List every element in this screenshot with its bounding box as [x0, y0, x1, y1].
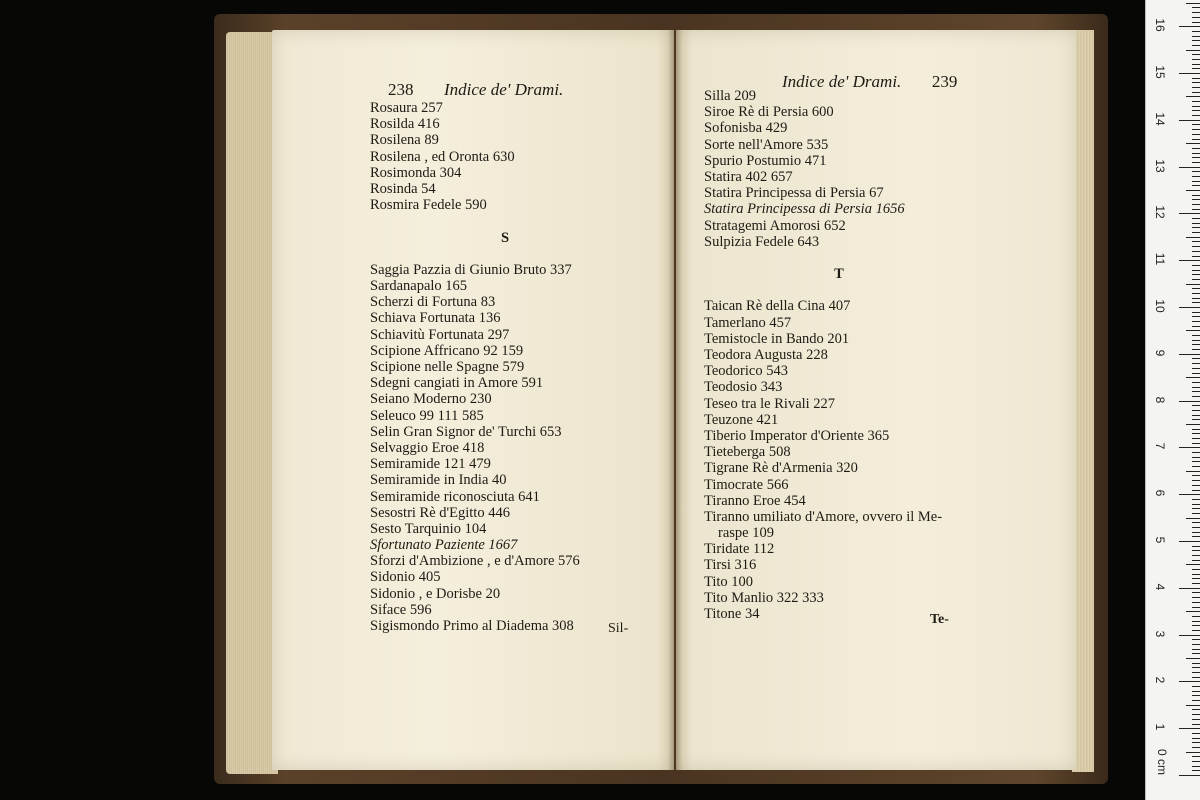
ruler-tick — [1192, 129, 1200, 130]
ruler-tick — [1179, 775, 1200, 776]
index-entry: Teodosio 343 — [704, 379, 783, 396]
ruler-tick — [1186, 658, 1200, 659]
ruler-tick — [1192, 405, 1200, 406]
ruler-tick — [1192, 181, 1200, 182]
index-entry: Teuzone 421 — [704, 411, 779, 428]
index-entry: Seleuco 99 111 585 — [370, 407, 484, 424]
index-entry: Sulpizia Fedele 643 — [704, 233, 820, 250]
ruler-tick — [1192, 653, 1200, 654]
ruler-tick — [1192, 171, 1200, 172]
index-entry: Rosimonda 304 — [370, 164, 462, 181]
ruler-tick — [1192, 204, 1200, 205]
index-entry: Tamerlano 457 — [704, 314, 792, 331]
ruler-tick — [1186, 96, 1200, 97]
ruler-tick — [1179, 167, 1200, 168]
ruler-tick — [1192, 761, 1200, 762]
ruler-tick — [1192, 232, 1200, 233]
ruler-tick — [1192, 747, 1200, 748]
left-index-list — [370, 100, 640, 634]
ruler-tick — [1192, 288, 1200, 289]
ruler-tick — [1192, 227, 1200, 228]
index-entry: Titone 34 — [704, 606, 760, 622]
ruler-tick — [1192, 569, 1200, 570]
index-entry: Scherzi di Fortuna 83 — [370, 294, 496, 311]
ruler-tick — [1192, 148, 1200, 149]
ruler-tick — [1179, 728, 1200, 729]
index-entry: Temistocle in Bando 201 — [704, 330, 850, 347]
index-entry: Scipione Affricano 92 159 — [370, 342, 524, 359]
ruler-tick — [1192, 770, 1200, 771]
ruler-tick — [1192, 195, 1200, 196]
ruler-tick — [1186, 377, 1200, 378]
index-entry: raspe 109 — [718, 525, 774, 542]
index-entry: Rosilena 89 — [370, 132, 439, 149]
ruler-tick — [1192, 340, 1200, 341]
index-entry: Stratagemi Amorosi 652 — [704, 217, 846, 234]
index-entry: Statira 402 657 — [704, 168, 793, 185]
ruler-tick — [1179, 120, 1200, 121]
ruler-tick — [1192, 546, 1200, 547]
blank-line — [370, 246, 640, 262]
ruler-tick — [1192, 110, 1200, 111]
ruler-tick — [1192, 691, 1200, 692]
section-letter: S — [500, 229, 510, 246]
ruler-label: 16 — [1153, 18, 1167, 32]
index-entry: Teodora Augusta 228 — [704, 347, 828, 363]
ruler-tick — [1192, 391, 1200, 392]
ruler-tick — [1192, 274, 1200, 275]
ruler-label: 2 — [1153, 677, 1167, 684]
ruler-tick — [1192, 387, 1200, 388]
blank-line — [704, 282, 974, 298]
index-entry: Semiramide 121 479 — [370, 456, 491, 473]
ruler-tick — [1192, 326, 1200, 327]
ruler-tick — [1192, 87, 1200, 88]
ruler-tick — [1192, 59, 1200, 60]
ruler-label: 4 — [1153, 583, 1167, 591]
ruler-tick — [1192, 349, 1200, 350]
index-entry: Sigismondo Primo al Diadema 308 — [370, 618, 574, 634]
ruler-tick — [1192, 382, 1200, 383]
index-entry: Sfortunato Paziente 1667 — [370, 537, 518, 554]
ruler-tick — [1192, 68, 1200, 69]
index-entry: Teseo tra le Rivali 227 — [704, 395, 836, 412]
ruler-tick — [1179, 447, 1200, 448]
ruler-tick — [1192, 733, 1200, 734]
index-entry: Sdegni cangiati in Amore 591 — [370, 375, 544, 392]
ruler-tick — [1192, 64, 1200, 65]
ruler-tick — [1192, 373, 1200, 374]
ruler-tick — [1192, 115, 1200, 116]
index-entry: Tiranno Eroe 454 — [704, 492, 806, 509]
ruler-tick — [1179, 588, 1200, 589]
ruler-tick — [1192, 574, 1200, 575]
ruler-tick — [1192, 475, 1200, 476]
ruler-label: 6 — [1153, 489, 1167, 497]
ruler-tick — [1192, 12, 1200, 13]
ruler-tick — [1192, 644, 1200, 645]
ruler-tick — [1192, 616, 1200, 617]
ruler-tick — [1192, 251, 1200, 252]
index-entry: Timocrate 566 — [704, 476, 789, 493]
ruler-tick — [1192, 92, 1200, 93]
index-entry: Saggia Pazzia di Giunio Bruto 337 — [370, 261, 572, 278]
ruler-tick — [1192, 667, 1200, 668]
index-entry: Selvaggio Eroe 418 — [370, 439, 485, 456]
ruler-tick — [1186, 705, 1200, 706]
ruler-tick — [1192, 139, 1200, 140]
ruler-tick — [1186, 752, 1200, 753]
ruler-tick — [1186, 424, 1200, 425]
ruler-tick — [1192, 433, 1200, 434]
ruler-tick — [1192, 630, 1200, 631]
ruler-tick — [1192, 7, 1200, 8]
ruler-label: 11 — [1153, 252, 1167, 266]
ruler-tick — [1192, 714, 1200, 715]
right-index-list — [704, 88, 974, 622]
ruler-tick — [1192, 490, 1200, 491]
ruler-tick — [1192, 461, 1200, 462]
ruler-tick — [1192, 124, 1200, 125]
index-entry: Sidonio 405 — [370, 569, 441, 586]
ruler-tick — [1179, 494, 1200, 495]
ruler-tick — [1179, 260, 1200, 261]
ruler-tick — [1192, 134, 1200, 135]
ruler-tick — [1192, 45, 1200, 46]
ruler-tick — [1192, 368, 1200, 369]
ruler-label: 8 — [1153, 396, 1167, 403]
section-letter: T — [834, 266, 844, 283]
ruler-tick — [1192, 302, 1200, 303]
ruler-tick — [1192, 480, 1200, 481]
ruler-tick — [1186, 50, 1200, 51]
ruler-tick — [1192, 293, 1200, 294]
ruler-tick — [1192, 485, 1200, 486]
index-entry: Sofonisba 429 — [704, 120, 788, 137]
index-entry: Rosmira Fedele 590 — [370, 197, 487, 214]
index-entry: Sardanapalo 165 — [370, 278, 468, 295]
ruler-tick — [1192, 466, 1200, 467]
index-entry: Tito Manlio 322 333 — [704, 589, 824, 606]
ruler-tick — [1192, 363, 1200, 364]
ruler-tick — [1192, 157, 1200, 158]
right-catchword: Te- — [930, 612, 949, 627]
index-entry: Teodorico 543 — [704, 363, 788, 380]
index-entry: Rosaura 257 — [370, 100, 443, 116]
ruler-label: 10 — [1153, 299, 1167, 313]
ruler-tick — [1192, 153, 1200, 154]
index-entry: Seiano Moderno 230 — [370, 391, 492, 408]
ruler-tick — [1192, 513, 1200, 514]
ruler-tick — [1192, 527, 1200, 528]
ruler-tick — [1192, 241, 1200, 242]
ruler-tick — [1192, 246, 1200, 247]
index-entry: Statira Principessa di Persia 67 — [704, 185, 884, 202]
ruler-tick — [1192, 358, 1200, 359]
blank-line — [704, 250, 974, 266]
ruler-tick — [1192, 223, 1200, 224]
ruler-tick — [1192, 457, 1200, 458]
ruler-tick — [1186, 330, 1200, 331]
index-entry: Semiramide riconosciuta 641 — [370, 488, 540, 505]
index-entry: Statira Principessa di Persia 1656 — [704, 201, 905, 218]
ruler-label: 0 cm — [1155, 748, 1169, 775]
ruler-label: 3 — [1153, 630, 1167, 637]
index-entry: Rosilena , ed Oronta 630 — [370, 148, 515, 165]
ruler-tick — [1186, 471, 1200, 472]
ruler-tick — [1192, 54, 1200, 55]
index-entry: Silla 209 — [704, 88, 756, 104]
index-entry: Rosinda 54 — [370, 180, 436, 197]
measurement-ruler — [1145, 0, 1200, 800]
ruler-tick — [1192, 443, 1200, 444]
ruler-tick — [1192, 298, 1200, 299]
ruler-tick — [1192, 419, 1200, 420]
ruler-label: 14 — [1153, 112, 1167, 126]
ruler-tick — [1192, 700, 1200, 701]
ruler-tick — [1192, 663, 1200, 664]
ruler-tick — [1192, 578, 1200, 579]
ruler-tick — [1186, 564, 1200, 565]
ruler-tick — [1192, 766, 1200, 767]
ruler-tick — [1192, 672, 1200, 673]
ruler-tick — [1192, 410, 1200, 411]
ruler-tick — [1192, 78, 1200, 79]
ruler-label: 1 — [1153, 723, 1167, 731]
ruler-tick — [1192, 532, 1200, 533]
ruler-tick — [1186, 611, 1200, 612]
index-entry: Sesto Tarquinio 104 — [370, 520, 487, 537]
ruler-tick — [1192, 22, 1200, 23]
ruler-tick — [1192, 508, 1200, 509]
ruler-tick — [1192, 602, 1200, 603]
ruler-tick — [1179, 26, 1200, 27]
ruler-label: 9 — [1153, 349, 1167, 357]
ruler-tick — [1192, 621, 1200, 622]
ruler-tick — [1192, 536, 1200, 537]
ruler-tick — [1192, 550, 1200, 551]
ruler-tick — [1192, 695, 1200, 696]
index-entry: Sidonio , e Dorisbe 20 — [370, 585, 501, 602]
ruler-tick — [1192, 335, 1200, 336]
book-gutter — [668, 30, 682, 770]
ruler-tick — [1192, 499, 1200, 500]
index-entry: Tigrane Rè d'Armenia 320 — [704, 460, 858, 477]
index-entry: Schiavitù Fortunata 297 — [370, 326, 510, 343]
index-entry: Taican Rè della Cina 407 — [704, 298, 851, 315]
ruler-tick — [1192, 36, 1200, 37]
ruler-tick — [1192, 504, 1200, 505]
ruler-tick — [1192, 742, 1200, 743]
index-entry: Scipione nelle Spagne 579 — [370, 359, 525, 375]
ruler-tick — [1192, 719, 1200, 720]
ruler-tick — [1192, 649, 1200, 650]
ruler-tick — [1179, 681, 1200, 682]
ruler-tick — [1192, 686, 1200, 687]
ruler-tick — [1186, 190, 1200, 191]
ruler-tick — [1186, 284, 1200, 285]
ruler-tick — [1192, 438, 1200, 439]
page-edges-left — [226, 32, 278, 774]
ruler-tick — [1192, 560, 1200, 561]
blank-line — [370, 213, 640, 229]
index-entry: Semiramide in India 40 — [370, 472, 507, 489]
ruler-tick — [1192, 429, 1200, 430]
ruler-tick — [1179, 73, 1200, 74]
ruler-tick — [1192, 176, 1200, 177]
ruler-tick — [1192, 40, 1200, 41]
ruler-tick — [1179, 307, 1200, 308]
ruler-tick — [1186, 143, 1200, 144]
ruler-label: 7 — [1153, 443, 1167, 450]
ruler-tick — [1192, 82, 1200, 83]
ruler-tick — [1192, 452, 1200, 453]
ruler-tick — [1192, 592, 1200, 593]
left-catchword: Sil- — [608, 621, 629, 636]
ruler-tick — [1192, 265, 1200, 266]
index-entry: Spurio Postumio 471 — [704, 152, 827, 169]
ruler-tick — [1192, 321, 1200, 322]
index-entry: Tiberio Imperator d'Oriente 365 — [704, 427, 890, 444]
ruler-tick — [1192, 415, 1200, 416]
right-running-title: Indice de' Drami. — [782, 72, 902, 91]
index-entry: Selin Gran Signor de' Turchi 653 — [370, 423, 562, 440]
ruler-label: 12 — [1153, 205, 1167, 220]
ruler-tick — [1186, 3, 1200, 4]
ruler-tick — [1192, 162, 1200, 163]
ruler-tick — [1192, 185, 1200, 186]
ruler-tick — [1192, 344, 1200, 345]
index-entry: Rosilda 416 — [370, 116, 440, 133]
ruler-tick — [1186, 518, 1200, 519]
ruler-tick — [1192, 17, 1200, 18]
ruler-tick — [1192, 639, 1200, 640]
ruler-tick — [1192, 209, 1200, 210]
ruler-tick — [1192, 316, 1200, 317]
index-entry: Sesostri Rè d'Egitto 446 — [370, 504, 510, 521]
ruler-tick — [1192, 677, 1200, 678]
index-entry: Tiridate 112 — [704, 541, 775, 558]
ruler-tick — [1179, 354, 1200, 355]
ruler-tick — [1192, 625, 1200, 626]
index-entry: Tiranno umiliato d'Amore, ovvero il Me- — [704, 508, 943, 525]
ruler-tick — [1192, 756, 1200, 757]
left-page-number: 238 — [388, 80, 414, 99]
ruler-tick — [1179, 401, 1200, 402]
ruler-tick — [1179, 213, 1200, 214]
index-entry: Siroe Rè di Persia 600 — [704, 104, 834, 121]
ruler-label: 5 — [1153, 536, 1167, 544]
ruler-label: 13 — [1153, 158, 1167, 173]
left-page-header — [388, 80, 563, 100]
ruler-tick — [1192, 555, 1200, 556]
ruler-label: 15 — [1153, 65, 1167, 79]
ruler-tick — [1192, 279, 1200, 280]
left-running-title: Indice de' Drami. — [444, 80, 564, 99]
index-entry: Schiava Fortunata 136 — [370, 310, 501, 327]
ruler-tick — [1192, 31, 1200, 32]
index-entry: Tieteberga 508 — [704, 444, 791, 461]
ruler-tick — [1192, 101, 1200, 102]
ruler-tick — [1192, 199, 1200, 200]
ruler-tick — [1179, 635, 1200, 636]
ruler-tick — [1192, 270, 1200, 271]
ruler-tick — [1192, 607, 1200, 608]
ruler-tick — [1192, 312, 1200, 313]
ruler-tick — [1179, 541, 1200, 542]
ruler-tick — [1192, 256, 1200, 257]
ruler-tick — [1192, 396, 1200, 397]
ruler-tick — [1192, 522, 1200, 523]
ruler-tick — [1192, 583, 1200, 584]
index-entry: Sorte nell'Amore 535 — [704, 136, 829, 153]
ruler-tick — [1192, 709, 1200, 710]
ruler-tick — [1192, 724, 1200, 725]
ruler-tick — [1186, 237, 1200, 238]
ruler-tick — [1192, 218, 1200, 219]
ruler-tick — [1192, 738, 1200, 739]
ruler-tick — [1192, 597, 1200, 598]
index-entry: Tito 100 — [704, 573, 754, 590]
index-entry: Siface 596 — [370, 601, 432, 618]
ruler-tick — [1192, 106, 1200, 107]
index-entry: Tirsi 316 — [704, 557, 757, 574]
index-entry: Sforzi d'Ambizione , e d'Amore 576 — [370, 553, 580, 570]
right-page-number: 239 — [931, 72, 958, 91]
